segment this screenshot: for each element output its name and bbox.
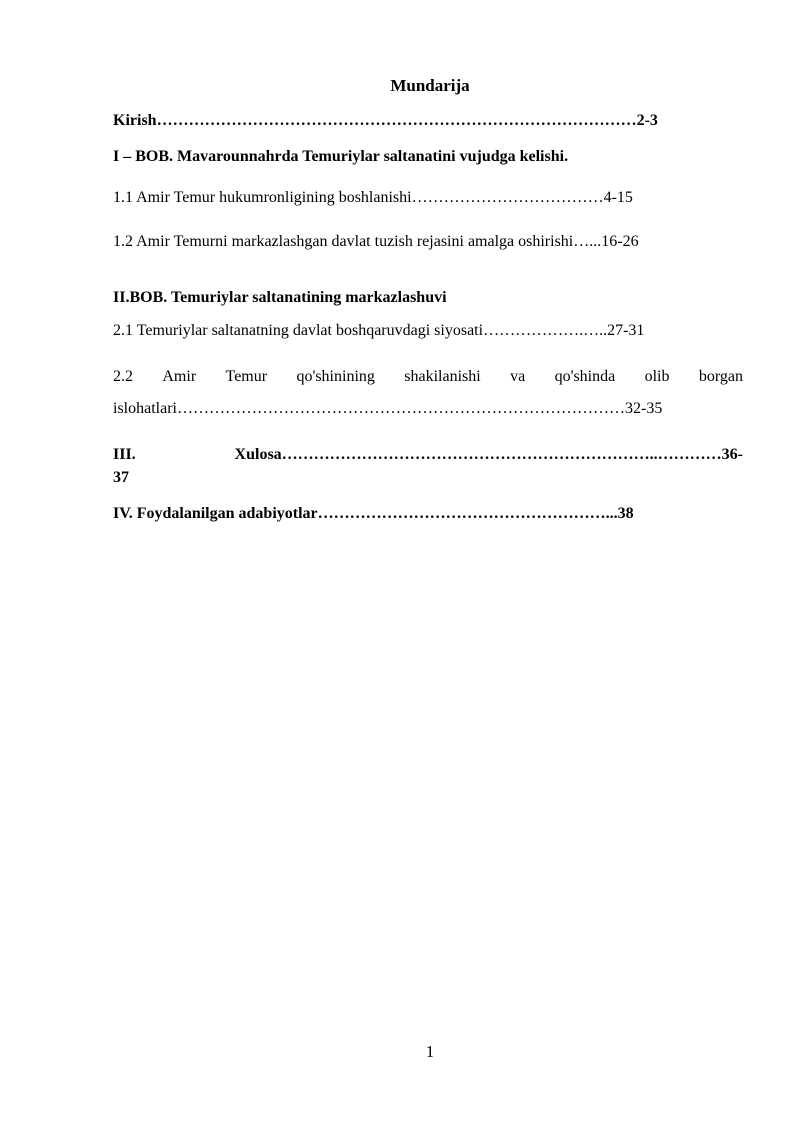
toc-word: borgan xyxy=(698,368,743,385)
toc-entry-1-1: 1.1 Amir Temur hukumronligining boshlanishi………………………………4-15 xyxy=(113,189,633,206)
toc-entry-kirish: Kirish………………………………………………………………………………2-3 xyxy=(113,112,658,129)
toc-word: III. xyxy=(113,446,136,463)
page-number: 1 xyxy=(425,1042,435,1061)
page-title: Mundarija xyxy=(390,76,470,95)
toc-word: 2.2 xyxy=(113,368,133,385)
toc-entry-2-2-continuation: islohatlari…………………………………………………………………………32-35 xyxy=(113,400,663,417)
toc-chapter-1-heading: I – BOB. Mavarounnahrda Temuriylar saltanatini vujudga kelishi. xyxy=(113,148,569,165)
toc-word: va xyxy=(510,368,526,385)
toc-entry-xulosa-continuation: 37 xyxy=(113,469,129,486)
toc-chapter-2-heading: II.BOB. Temuriylar saltanatining markazlashuvi xyxy=(113,289,447,306)
toc-entry-xulosa xyxy=(113,444,743,466)
toc-entry-1-2: 1.2 Amir Temurni markazlashgan davlat tuzish rejasini amalga oshirishi…...16-26 xyxy=(113,233,639,250)
toc-entry-adabiyotlar: IV. Foydalanilgan adabiyotlar………………………………………………...38 xyxy=(113,505,634,522)
toc-word: qo'shinining xyxy=(296,368,375,385)
toc-entry-2-2-first-line xyxy=(113,366,743,388)
toc-word: shakilanishi xyxy=(404,368,481,385)
toc-word: qo'shinda xyxy=(554,368,616,385)
toc-word: Amir xyxy=(162,368,197,385)
toc-entry-2-1: 2.1 Temuriylar saltanatning davlat boshqaruvdagi siyosati……………….…..27-31 xyxy=(113,322,645,339)
toc-word: olib xyxy=(644,368,670,385)
toc-word: Xulosa……………………………………………………………..…………36- xyxy=(234,446,743,463)
toc-word: Temur xyxy=(225,368,268,385)
